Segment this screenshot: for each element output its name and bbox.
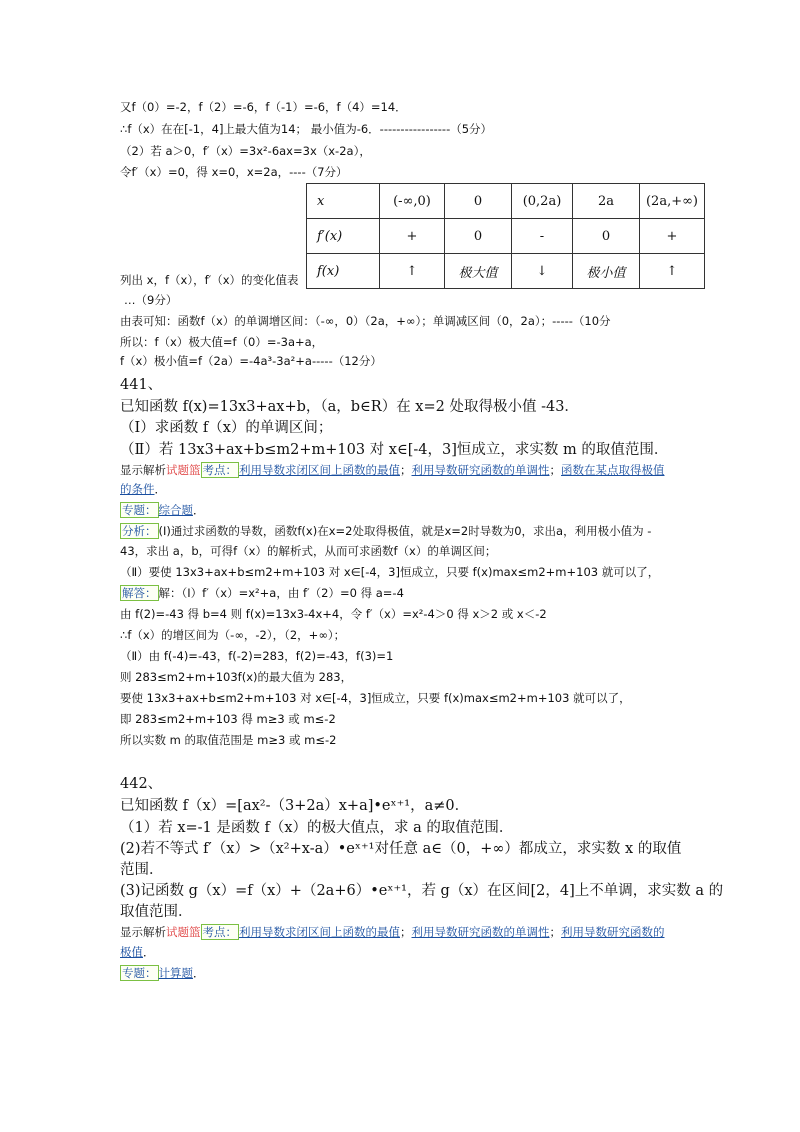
analysis-row (120, 523, 651, 539)
table-cell: + (640, 219, 705, 254)
solution-text: 由 f(2)=-43 得 b=4 则 f(x)=13x3-4x+4，令 f′（x）=x²-4＞0 得 x＞2 或 x＜-2 (120, 607, 547, 621)
topic-link[interactable]: 综合题 (158, 503, 193, 517)
text-line: 令f′（x）=0，得 x=0，x=2a，----（7分） (120, 165, 348, 179)
meta-row: 的条件． (120, 482, 166, 496)
text-line: ∴f（x）在在[-1，4]上最大值为14； 最小值为-6．-----------------（5分） (120, 122, 493, 136)
table-cell: 2a (573, 184, 640, 219)
table-cell: ↑ (640, 254, 705, 289)
table-cell: - (512, 219, 573, 254)
table-cell: (-∞,0) (380, 184, 445, 219)
question-part: (2)若不等式 f′（x）>（x²+x-a）•eˣ⁺¹对任意 a∈（0，+∞）都成立，求实数 x 的取值 (120, 841, 682, 857)
text-line: 由表可知：函数f（x）的单调增区间：（-∞，0）（2a，+∞）；单调减区间（0，2a）；-----（10分 (120, 314, 611, 328)
knowledge-link[interactable]: 函数在某点取得极值 (561, 463, 665, 477)
solution-row (120, 585, 404, 601)
table-cell: 极小值 (573, 254, 640, 289)
table-cell: 0 (445, 184, 512, 219)
text-line: （2）若 a＞0，f′（x）=3x²-6ax=3x（x-2a）， (120, 144, 371, 158)
question-part: 范围． (120, 862, 164, 878)
knowledge-link[interactable]: 利用导数研究函数的 (561, 925, 665, 939)
table-cell: f′(x) (307, 219, 380, 254)
knowledge-link[interactable]: 的条件 (120, 482, 155, 496)
table-cell: 0 (445, 219, 512, 254)
text-line: 所以：f（x）极大值=f（0）=-3a+a， (120, 335, 324, 349)
table-cell: 0 (573, 219, 640, 254)
solution-label: 解答： (122, 586, 157, 600)
question-number: 442、 (120, 776, 163, 792)
topic-row: 专题： 计算题． (122, 966, 205, 980)
knowledge-link[interactable]: 利用导数求闭区间上函数的最值 (239, 463, 400, 477)
table-cell: (0,2a) (512, 184, 573, 219)
table-row (307, 254, 705, 289)
question-part: 取值范围． (120, 904, 193, 920)
solution-text: ∴f（x）的增区间为（-∞，-2），（2，+∞）； (120, 628, 346, 642)
question-number: 441、 (120, 377, 163, 393)
table-cell: f(x) (307, 254, 380, 289)
question-basket-link[interactable]: 试题篮 (166, 463, 201, 477)
table-cell: ↓ (512, 254, 573, 289)
solution-text: 解：（Ⅰ）f′（x）=x²+a，由 f′（2）=0 得 a=-4 (158, 586, 404, 600)
knowledge-link[interactable]: 利用导数研究函数的单调性 (411, 463, 550, 477)
knowledge-label: 考点： (202, 463, 237, 477)
analysis-text: 43，求出 a，b，可得f（x）的解析式，从而可求函数f（x）的单调区间； (120, 544, 497, 558)
analysis-text: (Ⅰ)通过求函数的导数，函数f(x)在x=2处取得极值，就是x=2时导数为0，求出a，利用极小值为 - (158, 524, 652, 538)
table-row (307, 184, 705, 219)
topic-link[interactable]: 计算题 (158, 966, 193, 980)
question-stem: 已知函数 f(x)=13x3+ax+b，（a，b∈R）在 x=2 处取得极小值 -43． (120, 399, 579, 415)
solution-text: 即 283≤m2+m+103 得 m≥3 或 m≤-2 (120, 712, 336, 726)
knowledge-link[interactable]: 极值 (120, 945, 143, 959)
analysis-text: （Ⅱ）要使 13x3+ax+b≤m2+m+103 对 x∈[-4，3]恒成立，只要 f(x)max≤m2+m+103 就可以了， (120, 565, 660, 579)
knowledge-link[interactable]: 利用导数求闭区间上函数的最值 (239, 925, 400, 939)
analysis-label: 分析： (122, 524, 157, 538)
text-line: 列出 x，f（x），f′（x）的变化值表 (120, 273, 299, 287)
table-row (307, 219, 705, 254)
question-stem: 已知函数 f（x）=[ax²-（3+2a）x+a]•eˣ⁺¹，a≠0． (120, 798, 470, 814)
solution-text: 则 283≤m2+m+103f(x)的最大值为 283， (120, 670, 353, 684)
question-part: (3)记函数 g（x）=f（x）+（2a+6）•eˣ⁺¹，若 g（x）在区间[2，4]上不单调，求实数 a 的 (120, 883, 724, 899)
solution-text: 要使 13x3+ax+b≤m2+m+103 对 x∈[-4，3]恒成立，只要 f(x)max≤m2+m+103 就可以了， (120, 691, 631, 705)
topic-label: 专题： (122, 503, 157, 517)
table-cell: + (380, 219, 445, 254)
solution-text: 所以实数 m 的取值范围是 m≥3 或 m≤-2 (120, 733, 337, 747)
meta-row: 显示解析试题篮 考点： 利用导数求闭区间上函数的最值；利用导数研究函数的单调性；函数在某点取得极值 (120, 463, 665, 477)
show-analysis-link[interactable]: 显示解析 (120, 463, 166, 477)
show-analysis-link[interactable]: 显示解析 (120, 925, 166, 939)
variation-table (306, 183, 705, 289)
solution-text: （Ⅱ）由 f(-4)=-43，f(-2)=283，f(2)=-43，f(3)=1 (120, 649, 394, 663)
question-part: （1）若 x=-1 是函数 f（x）的极大值点，求 a 的取值范围． (120, 820, 514, 836)
knowledge-label: 考点： (202, 925, 237, 939)
meta-row: 显示解析试题篮 考点： 利用导数求闭区间上函数的最值；利用导数研究函数的单调性；利用导数研究函数的 (120, 925, 665, 939)
knowledge-link[interactable]: 利用导数研究函数的单调性 (411, 925, 550, 939)
meta-row: 极值． (120, 945, 155, 959)
question-part: （Ⅱ）若 13x3+ax+b≤m2+m+103 对 x∈[-4，3]恒成立，求实数 m 的取值范围． (120, 442, 669, 458)
question-basket-link[interactable]: 试题篮 (166, 925, 201, 939)
question-part: （Ⅰ）求函数 f（x）的单调区间； (120, 420, 333, 436)
topic-label: 专题： (122, 966, 157, 980)
table-cell: ↑ (380, 254, 445, 289)
topic-row: 专题： 综合题． (122, 503, 205, 517)
text-line: …（9分） (124, 293, 178, 307)
table-cell: 极大值 (445, 254, 512, 289)
table-cell: (2a,+∞) (640, 184, 705, 219)
table-cell: x (307, 184, 380, 219)
text-line: 又f（0）=-2，f（2）=-6，f（-1）=-6，f（4）=14． (120, 100, 407, 114)
text-line: f（x）极小值=f（2a）=-4a³-3a²+a-----（12分） (120, 354, 382, 368)
